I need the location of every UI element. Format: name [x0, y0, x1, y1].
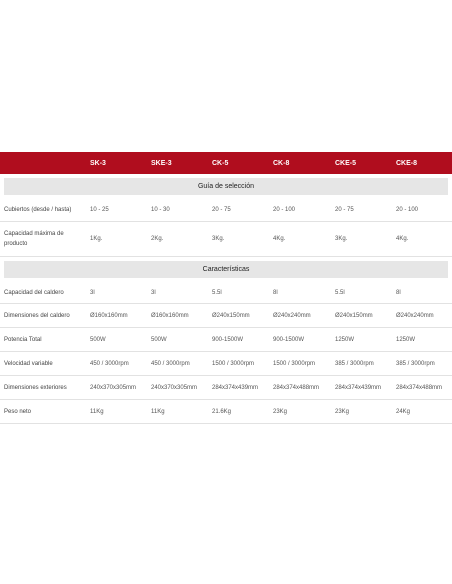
- table-row: [0, 400, 452, 424]
- table-row: [0, 199, 452, 222]
- row-value: 3Kg.: [335, 236, 348, 242]
- row-value: 450 / 3000rpm: [90, 360, 129, 367]
- row-value: Ø160x160mm: [151, 312, 189, 319]
- row-value: 20 - 75: [335, 207, 354, 213]
- table-row: [0, 376, 452, 400]
- row-value: 500W: [90, 336, 106, 343]
- row-value: 1500 / 3000rpm: [212, 360, 255, 367]
- section-title-caracteristicas: Características: [4, 261, 448, 278]
- row-value: 284x374x439mm: [335, 384, 382, 391]
- row-value: 11Kg: [151, 408, 165, 415]
- table-row: [0, 352, 452, 376]
- row-value: 240x370x305mm: [90, 384, 137, 391]
- table-row: [0, 222, 452, 257]
- row-value: Ø240x150mm: [212, 312, 250, 319]
- header-cell-model: SKE-3: [151, 159, 172, 167]
- table-row: [0, 282, 452, 304]
- row-value: 284x374x488mm: [273, 384, 320, 391]
- row-value: 1Kg.: [90, 236, 103, 242]
- row-value: 900-1500W: [212, 336, 244, 343]
- row-value: 20 - 75: [212, 207, 231, 213]
- row-value: 3l: [90, 289, 95, 296]
- row-value: 1250W: [396, 336, 416, 343]
- header-cell-model: SK-3: [90, 159, 106, 167]
- spec-table: [0, 152, 452, 424]
- row-value: 20 - 100: [396, 207, 419, 213]
- row-value: 23Kg: [273, 408, 288, 415]
- row-value: 10 - 25: [90, 207, 109, 213]
- row-value: 5.5l: [212, 289, 222, 296]
- row-value: 385 / 3000rpm: [396, 360, 435, 367]
- row-value: 3Kg.: [212, 236, 225, 242]
- header-cell-model: CKE-5: [335, 159, 357, 167]
- table-row: [0, 328, 452, 352]
- header-cell-model: CKE-8: [396, 159, 418, 167]
- row-value: Ø240x150mm: [335, 312, 373, 319]
- row-value: 500W: [151, 336, 167, 343]
- table-header: [0, 152, 452, 174]
- row-value: 385 / 3000rpm: [335, 360, 374, 367]
- row-value: 2Kg.: [151, 236, 164, 242]
- section-title-seleccion: Guía de selección: [4, 178, 448, 195]
- row-value: 4Kg.: [273, 236, 286, 242]
- table-row: [0, 304, 452, 328]
- row-value: 900-1500W: [273, 336, 305, 343]
- row-value: 24Kg: [396, 408, 411, 415]
- row-label: Peso neto: [4, 408, 32, 415]
- row-value: 4Kg.: [396, 236, 409, 242]
- row-value: 284x374x488mm: [396, 384, 443, 391]
- row-value: 8l: [396, 289, 401, 296]
- row-value: 23Kg: [335, 408, 350, 415]
- row-value: Ø240x240mm: [273, 312, 311, 319]
- row-value: Ø160x160mm: [90, 312, 128, 319]
- row-value: 10 - 30: [151, 207, 170, 213]
- row-value: 11Kg: [90, 408, 104, 415]
- row-label: Capacidad máxima de producto: [4, 231, 64, 247]
- row-label: Potencia Total: [4, 336, 42, 343]
- row-value: 20 - 100: [273, 207, 296, 213]
- row-label: Dimensiones exteriores: [4, 384, 67, 391]
- row-value: 8l: [273, 289, 278, 296]
- row-value: 240x370x305mm: [151, 384, 198, 391]
- header-cell-model: CK-8: [273, 159, 290, 167]
- row-label: Capacidad del caldero: [4, 289, 64, 296]
- row-value: 5.5l: [335, 289, 345, 296]
- row-label: Velocidad variable: [4, 360, 53, 367]
- row-value: 1250W: [335, 336, 355, 343]
- row-value: 284x374x439mm: [212, 384, 259, 391]
- row-value: Ø240x240mm: [396, 312, 434, 319]
- row-value: 450 / 3000rpm: [151, 360, 190, 367]
- row-value: 1500 / 3000rpm: [273, 360, 316, 367]
- row-label: Cubiertos (desde / hasta): [4, 207, 72, 213]
- row-value: 21.6Kg: [212, 408, 232, 415]
- header-cell-model: CK-5: [212, 159, 229, 167]
- row-value: 3l: [151, 289, 156, 296]
- row-label: Dimensiones del caldero: [4, 312, 70, 319]
